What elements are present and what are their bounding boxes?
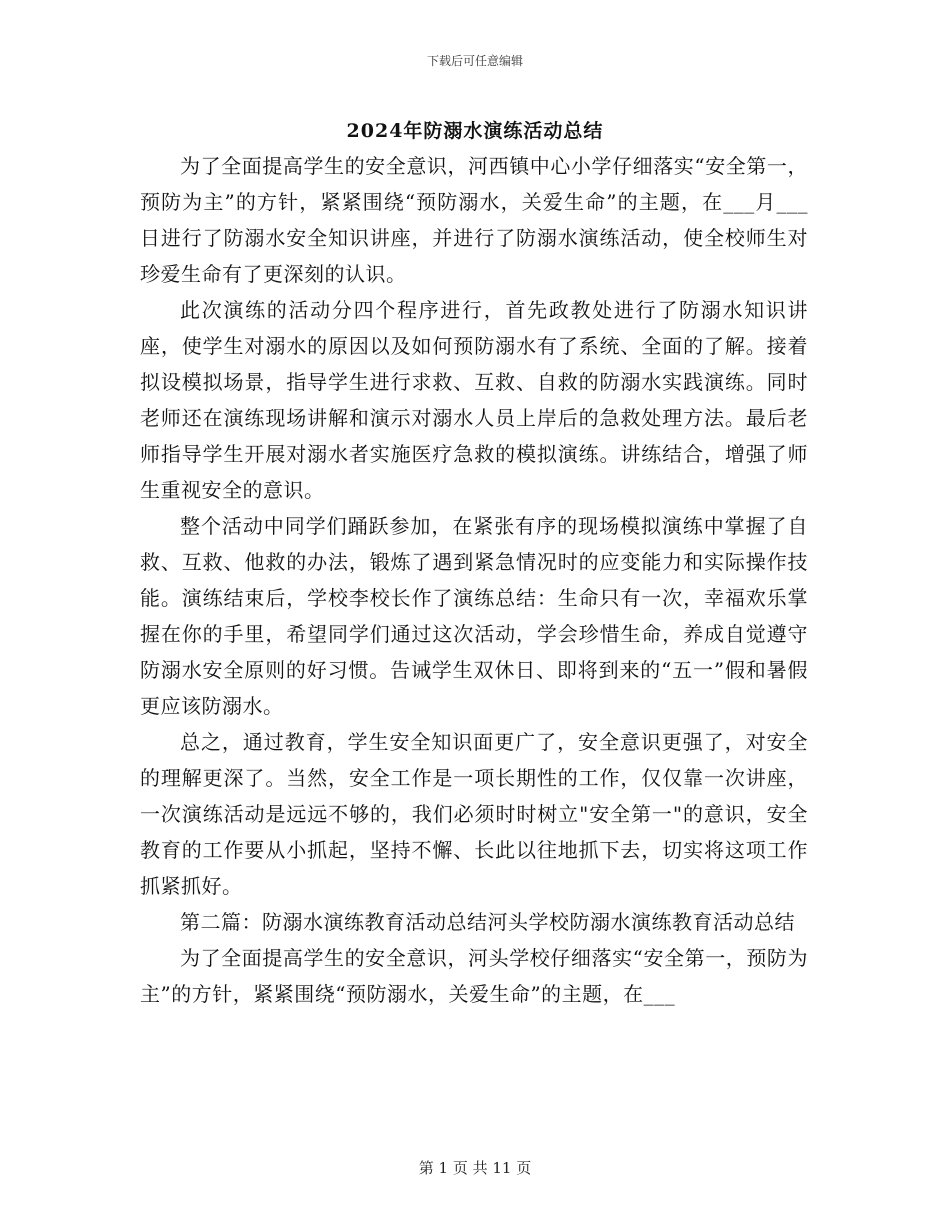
header-note: 下载后可任意编辑 (426, 54, 523, 68)
paragraph-6: 为了全面提高学生的安全意识，河头学校仔细落实“安全第一，预防为主”的方针，紧紧围绕“预防溺水，关爱生命”的主题，在___ (140, 946, 808, 1006)
page-number: 第 1 页 共 11 页 (418, 1159, 532, 1177)
paragraph-2: 此次演练的活动分四个程序进行，首先政教处进行了防溺水知识讲座，使学生对溺水的原因以及如何预防溺水有了系统、全面的了解。接着拟设模拟场景，指导学生进行求救、互救、自救的防溺水实践演练。同时老师还在演练现场讲解和演示对溺水人员上岸后的急救处理方法。最后老师指导学生开展对溺水者实施医疗急救的模拟演练。讲练结合，增强了师生重视安全的意识。 (140, 298, 808, 502)
document-title: 2024年防溺水演练活动总结 (346, 120, 604, 142)
paragraph-1: 为了全面提高学生的安全意识，河西镇中心小学仔细落实“安全第一，预防为主”的方针，紧紧围绕“预防溺水，关爱生命”的主题，在___月___日进行了防溺水安全知识讲座，并进行了防溺水演练活动，使全校师生对珍爱生命有了更深刻的认识。 (140, 154, 808, 286)
paragraph-4: 总之，通过教育，学生安全知识面更广了，安全意识更强了，对安全的理解更深了。当然，安全工作是一项长期性的工作，仅仅靠一次讲座，一次演练活动是远远不够的，我们必须时时树立"安全第一"的意识，安全教育的工作要从小抓起，坚持不懈、长此以往地抓下去，切实将这项工作抓紧抓好。 (140, 730, 808, 898)
paragraph-3: 整个活动中同学们踊跃参加，在紧张有序的现场模拟演练中掌握了自救、互救、他救的办法，锻炼了遇到紧急情况时的应变能力和实际操作技能。演练结束后，学校李校长作了演练总结：生命只有一次，幸福欢乐掌握在你的手里，希望同学们通过这次活动，学会珍惜生命，养成自觉遵守防溺水安全原则的好习惯。告诫学生双休日、即将到来的“五一”假和暑假更应该防溺水。 (140, 514, 808, 718)
paragraph-5-section-heading: 第二篇：防溺水演练教育活动总结河头学校防溺水演练教育活动总结 (180, 910, 795, 934)
document-body (140, 148, 808, 1012)
